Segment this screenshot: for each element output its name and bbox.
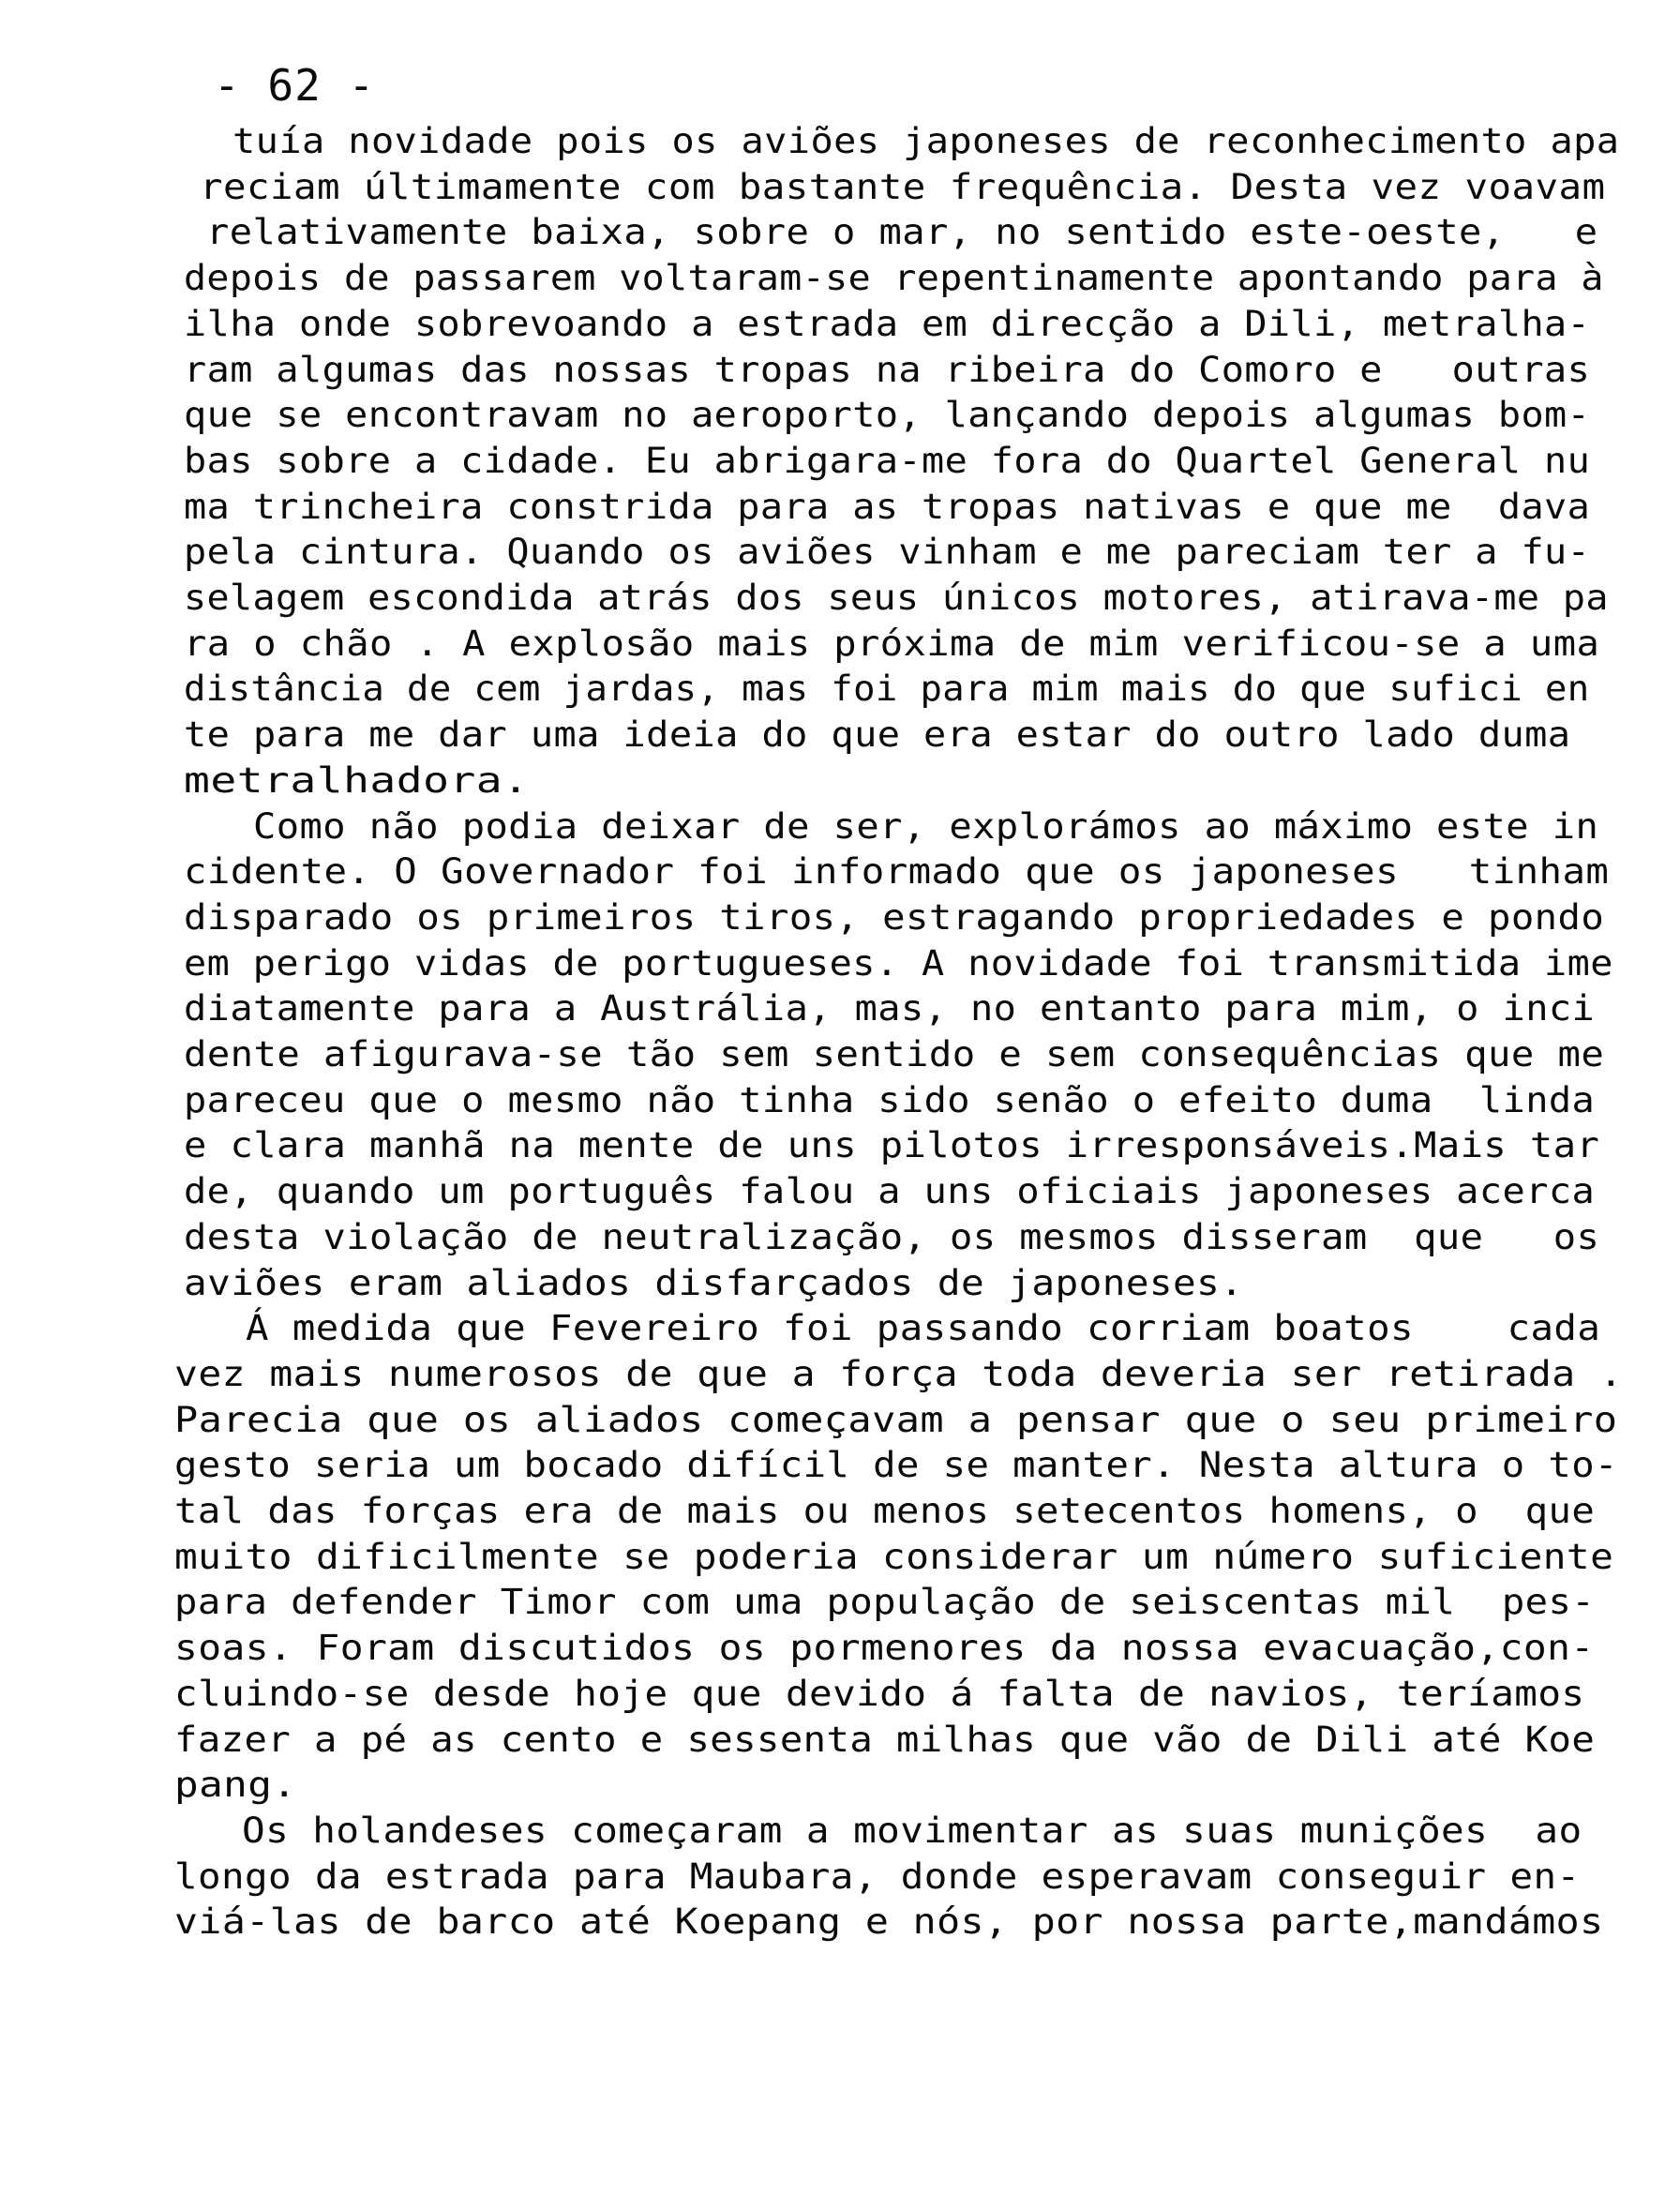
text-line: dente afigurava-se tão sem sentido e sem consequências que me [184, 1034, 1605, 1074]
text-line: muito dificilmente se poderia considerar um número suficiente [174, 1537, 1614, 1577]
text-line: cluindo-se desde hoje que devido á falta de navios, teríamos [174, 1674, 1585, 1714]
text-line: em perigo vidas de portugueses. A novidade foi transmitida ime [184, 943, 1613, 984]
text-line: ma trincheira constrida para as tropas nativas e que me dava [184, 487, 1591, 527]
text-line: disparado os primeiros tiros, estragando propriedades e pondo [184, 897, 1605, 938]
text-line: longo da estrada para Maubara, donde esperavam conseguir en- [174, 1856, 1581, 1897]
text-line: fazer a pé as cento e sessenta milhas que vão de Dili até Koe [174, 1720, 1596, 1760]
text-line: te para me dar uma ideia do que era estar do outro lado duma [184, 714, 1571, 755]
text-line: viá-las de barco até Koepang e nós, por nossa parte,mandámos [174, 1901, 1604, 1942]
text-line: e clara manhã na mente de uns pilotos irresponsáveis.Mais tar [184, 1125, 1600, 1165]
text-line: Os holandeses começaram a movimentar as suas munições ao [242, 1811, 1582, 1851]
text-line: relativamente baixa, sobre o mar, no sentido este-oeste, e [206, 212, 1598, 252]
text-line: desta violação de neutralização, os mesmos disseram que os [184, 1217, 1600, 1257]
text-line: gesto seria um bocado difícil de se manter. Nesta altura o to- [174, 1445, 1618, 1485]
text-line: de, quando um português falou a uns oficiais japoneses acerca [184, 1171, 1596, 1211]
text-line: metralhadora. [184, 760, 530, 801]
text-line: Á medida que Fevereiro foi passando corriam boatos cada [246, 1308, 1601, 1348]
text-line: bas sobre a cidade. Eu abrigara-me fora do Quartel General nu [184, 441, 1591, 481]
text-line: depois de passarem voltaram-se repentinamente apontando para à [184, 258, 1604, 298]
text-line: diatamente para a Austrália, mas, no entanto para mim, o inci [184, 988, 1596, 1029]
text-line: ilha onde sobrevoando a estrada em direcção a Dili, metralha- [184, 304, 1591, 344]
text-line: Parecia que os aliados começavam a pensar que o seu primeiro [174, 1400, 1618, 1440]
text-line: pareceu que o mesmo não tinha sido senão o efeito duma linda [184, 1080, 1596, 1120]
text-line: selagem escondida atrás dos seus únicos motores, atirava-me pa [184, 578, 1609, 618]
text-line: Como não podia deixar de ser, explorámos ao máximo este in [253, 806, 1599, 847]
text-line: para defender Timor com uma população de seiscentas mil pes- [174, 1582, 1596, 1622]
text-line: pang. [174, 1765, 297, 1805]
text-line: distância de cem jardas, mas foi para mim mais do que sufici en [184, 669, 1590, 709]
text-line: que se encontravam no aeroporto, lançando depois algumas bom- [184, 395, 1591, 435]
text-line: ram algumas das nossas tropas na ribeira do Comoro e outras [184, 350, 1591, 390]
text-line: reciam últimamente com bastante frequência. Desta vez voavam [200, 167, 1606, 207]
text-line: aviões eram aliados disfarçados de japoneses. [184, 1263, 1244, 1303]
text-line: tal das forças era de mais ou menos setecentos homens, o que [174, 1491, 1596, 1531]
text-line: soas. Foram discutidos os pormenores da nossa evacuação,con- [174, 1628, 1595, 1668]
text-line: vez mais numerosos de que a força toda deveria ser retirada . [174, 1354, 1624, 1394]
text-line: cidente. O Governador foi informado que os japoneses tinham [184, 851, 1610, 892]
text-line: pela cintura. Quando os aviões vinham e me pareciam ter a fu- [184, 532, 1591, 572]
page-number: - 62 - [214, 60, 376, 111]
text-line: ra o chão . A explosão mais próxima de mim verificou-se a uma [184, 624, 1600, 664]
text-line: tuía novidade pois os aviões japoneses de reconhecimento apa [232, 121, 1620, 161]
